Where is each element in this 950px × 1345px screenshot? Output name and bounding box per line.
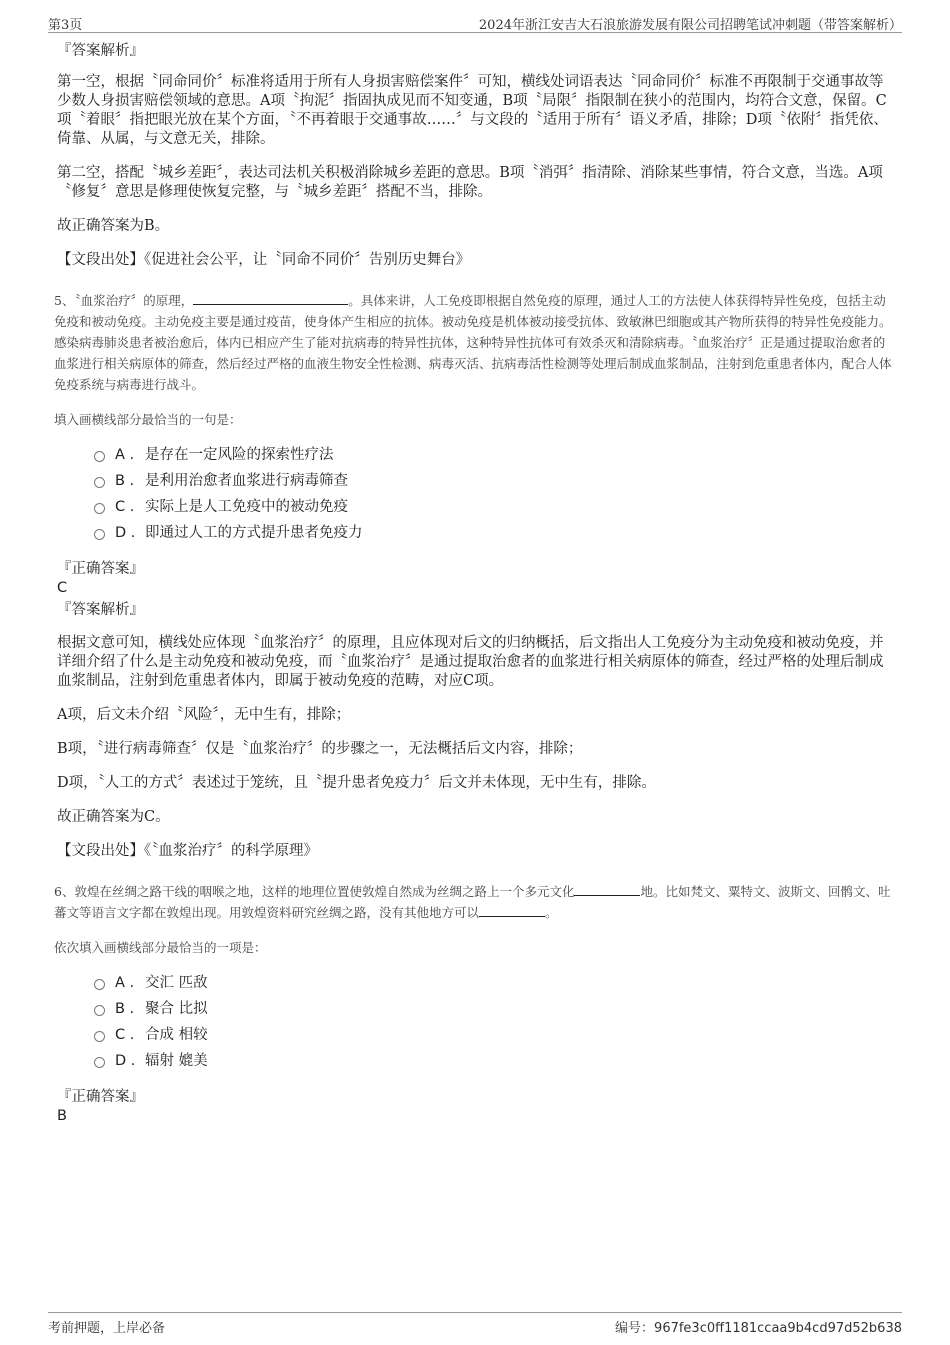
analysis-label: 『答案解析』 (57, 602, 144, 618)
radio-icon[interactable] (94, 451, 105, 462)
question-5-options (94, 442, 897, 546)
analysis-paragraph: 第一空，根据〝同命同价〞标准将适用于所有人身损害赔偿案件〞可知，横线处词语表达〝同命同价〞标准不再限制于交通事故等少数人身损害赔偿领域的意思。A项〝拘泥〞指固执成见而不知变通，B项〝局限〞指限制在狭小的范围内，均符合文意，保留。C项〝着眼〞指把眼光放在某个方面，〝不再着眼于交通事故……〞与文段的〝适用于所有〞语义矛盾，排除；D项〝依附〞指凭依、倚靠、从属，与文意无关，排除。 (57, 74, 888, 147)
analysis-paragraph: D项，〝人工的方式〞表述过于笼统，且〝提升患者免疫力〞后文并未体现，无中生有，排除。 (57, 775, 656, 791)
question-6-text: 6、敦煌在丝绸之路干线的咽喉之地，这样的地理位置使敦煌自然成为丝绸之路上一个多元文化 地。比如梵文、粟特文、波斯文、回鹘文、吐蕃文等语言文字都在敦煌出现。用敦煌资料研究丝绸之路，没有其他地方可以 。 (54, 884, 891, 920)
analysis-paragraph: 根据文意可知，横线处应体现〝血浆治疗〞的原理，且应体现对后文的归纳概括，后文指出人工免疫分为主动免疫和被动免疫，并详细介绍了什么是主动免疫和被动免疫，而〝血浆治疗〞是通过提取治愈者的血浆进行相关病原体的筛查，经过严格的处理后制成血浆制品，注射到危重患者体内，即属于被动免疫的范畴，对应C项。 (57, 635, 884, 689)
option-a[interactable]: A . 是存在一定风险的探索性疗法 (94, 442, 897, 468)
conclusion: 故正确答案为B。 (57, 218, 170, 234)
option-b[interactable]: B . 是利用治愈者血浆进行病毒筛查 (94, 468, 897, 494)
page-footer (48, 1312, 902, 1337)
correct-answer-label: 『正确答案』 (57, 561, 144, 577)
radio-icon[interactable] (94, 1005, 105, 1016)
conclusion: 故正确答案为C。 (57, 809, 170, 825)
option-c[interactable]: C . 实际上是人工免疫中的被动免疫 (94, 494, 897, 520)
source-citation: 【文段出处】《〝血浆治疗〞的科学原理》 (57, 843, 318, 859)
correct-answer: B (57, 1108, 67, 1124)
analysis-paragraph: 第二空，搭配〝城乡差距〞，表达司法机关积极消除城乡差距的意思。B项〝消弭〞指清除、消除某些事情，符合文意，当选。A项〝修复〞意思是修理使恢复完整，与〝城乡差距〞搭配不当，排除。 (57, 165, 883, 200)
source-citation: 【文段出处】《促进社会公平，让〝同命不同价〞告别历史舞台》 (57, 252, 471, 268)
option-c[interactable]: C . 合成 相较 (94, 1022, 897, 1048)
footer-slogan: 考前押题，上岸必备 (48, 1321, 166, 1336)
radio-icon[interactable] (94, 979, 105, 990)
document-title: 2024年浙江安吉大石浪旅游发展有限公司招聘笔试冲刺题（带答案解析） (478, 18, 902, 33)
page-header (48, 12, 902, 33)
analysis-label: 『答案解析』 (57, 43, 144, 59)
radio-icon[interactable] (94, 1057, 105, 1068)
document-body (54, 42, 897, 1129)
correct-answer: C (57, 580, 68, 596)
option-a[interactable]: A . 交汇 匹敌 (94, 970, 897, 996)
radio-icon[interactable] (94, 503, 105, 514)
question-6-options (94, 970, 897, 1074)
document-serial: 编号：967fe3c0ff1181ccaa9b4cd97d52b638 (615, 1321, 902, 1336)
question-5-text: 5、〝血浆治疗〞的原理， 。具体来讲，人工免疫即根据自然免疫的原理，通过人工的方法使人体获得特异性免疫，包括主动免疫和被动免疫。主动免疫主要是通过疫苗，使身体产生相应的抗体。被动免疫是机体被动接受抗体、致敏淋巴细胞或其产物所获得的特异性免疫能力。感染病毒肺炎患者被治愈后，体内已相应产生了能对抗病毒的特异性抗体，这种特异性抗体可有效杀灭和清除病毒。〝血浆治疗〞正是通过提取治愈者的血浆进行相关病原体的筛查，然后经过严格的血液生物安全性检测、病毒灭活、抗病毒活性检测等处理后制成血浆制品，注射到危重患者体内，配合人体免疫系统与病毒进行战斗。 (54, 293, 892, 392)
analysis-paragraph: A项，后文未介绍〝风险〞，无中生有，排除； (57, 707, 351, 723)
analysis-paragraph: B项，〝进行病毒筛查〞仅是〝血浆治疗〞的步骤之一，无法概括后文内容，排除； (57, 741, 583, 757)
option-d[interactable]: D . 辐射 媲美 (94, 1048, 897, 1074)
correct-answer-label: 『正确答案』 (57, 1089, 144, 1105)
page-number: 第3页 (48, 18, 83, 33)
option-b[interactable]: B . 聚合 比拟 (94, 996, 897, 1022)
question-5-instruction: 填入画横线部分最恰当的一句是： (54, 412, 242, 427)
answer-blank (479, 903, 545, 917)
radio-icon[interactable] (94, 529, 105, 540)
radio-icon[interactable] (94, 477, 105, 488)
radio-icon[interactable] (94, 1031, 105, 1042)
answer-blank (574, 882, 640, 896)
question-6-instruction: 依次填入画横线部分最恰当的一项是： (54, 940, 267, 955)
answer-blank (193, 291, 348, 305)
option-d[interactable]: D . 即通过人工的方式提升患者免疫力 (94, 520, 897, 546)
